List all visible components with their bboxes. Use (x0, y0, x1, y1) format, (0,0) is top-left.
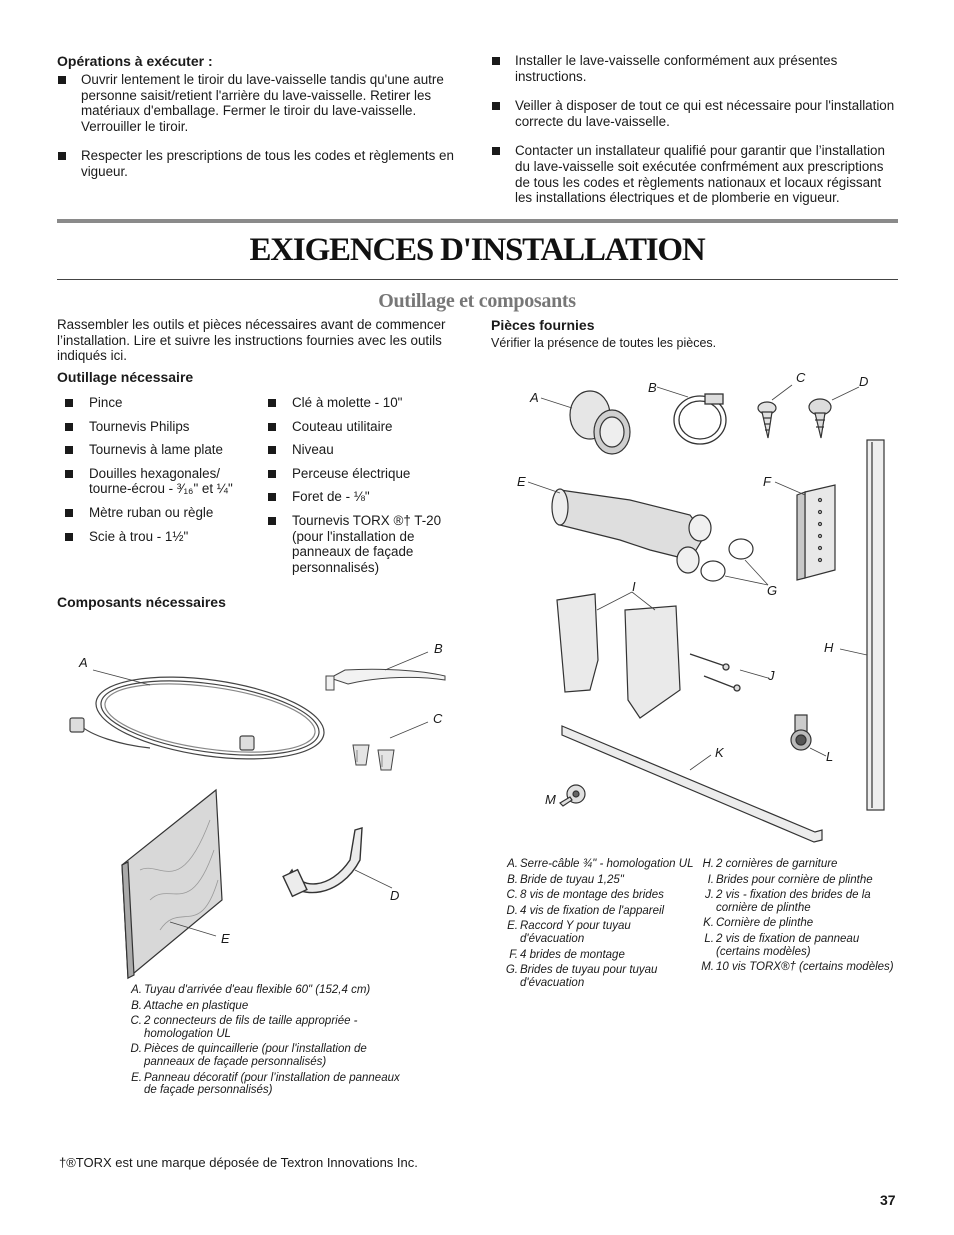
parts-captions-right (700, 858, 895, 977)
diagram-label: G (767, 583, 778, 598)
components-heading: Composants nécessaires (57, 594, 226, 610)
caption-text: 4 brides de montage (520, 948, 625, 961)
caption-text: Serre-câble ¾" - homologation UL (520, 858, 694, 870)
list-item: Scie à trou - 1½" (57, 529, 247, 545)
caption-letter: C. (130, 1015, 142, 1028)
torx-screw-illustration (560, 785, 585, 806)
caption-letter: A. (131, 984, 142, 996)
caption-letter: M. (701, 961, 714, 974)
caption-letter: C. (506, 889, 518, 902)
caption-text: 2 vis - fixation des brides de la cornière de plinthe (716, 889, 871, 914)
caption-letter: E. (131, 1071, 142, 1084)
hose-clamp-illustration (674, 394, 726, 444)
page-title: EXIGENCES D'INSTALLATION (249, 232, 705, 268)
caption-letter: I. (707, 873, 714, 886)
caption-letter: G. (505, 964, 518, 977)
caption-text: 4 vis de fixation de l'appareil (520, 904, 665, 917)
cable-clamp-illustration (570, 391, 630, 454)
caption-text: 2 connecteurs de fils de taille appropriée - homologation UL (144, 1015, 358, 1040)
footnote: †®TORX est une marque déposée de Textron Innovations Inc. (59, 1155, 418, 1170)
diagram-label: F (763, 474, 771, 489)
list-item: Ouvrir lentement le tiroir du lave-vaisselle tandis qu'une autre personne saisit/retient l'arrière du lave-vaisselle. Retirer les matériaux d'emballage. Fermer le tiroir du lave-vaisselle. Verrouiller le tiroir. (57, 72, 467, 134)
caption-text: Brides de tuyau pour tuyau d'évacuation (520, 964, 658, 989)
parts-heading: Pièces fournies (491, 317, 595, 333)
caption-item (700, 917, 895, 930)
mounting-screw-illustration (758, 402, 776, 438)
caption-item (504, 874, 694, 887)
caption-item (504, 858, 694, 871)
caption-letter: J. (705, 889, 714, 902)
caption-letter: E. (507, 920, 518, 933)
caption-letter: H. (702, 858, 714, 870)
diagram-label: L (826, 749, 834, 764)
list-item: Clé à molette - 10" (260, 395, 460, 411)
trim-strips-illustration (867, 440, 884, 810)
parts-captions-left (504, 858, 694, 992)
diagram-label: H (824, 640, 834, 655)
list-item: Contacter un installateur qualifié pour garantir que l’installation du lave-vaisselle soit exécutée confrmément aux prescriptions de tous les codes et règlements nationaux et locaux régissant les installations électriques et de plomberie en vigueur. (491, 143, 899, 205)
mounting-brackets-illustration (797, 485, 835, 580)
caption-text: Panneau décoratif (pour l’installation de panneaux de façade personnalisés) (144, 1071, 400, 1097)
operations-heading: Opérations à exécuter : (57, 53, 213, 69)
caption-letter: L. (704, 932, 714, 945)
caption-text: 2 vis de fixation de panneau (certains modèles) (716, 932, 860, 958)
diagram-label: J (768, 668, 775, 683)
parts-subtext: Vérifier la présence de toutes les pièces. (491, 336, 717, 350)
list-item: Pince (57, 395, 247, 411)
diagram-label: D (390, 888, 400, 903)
diagram-label: I (632, 579, 636, 594)
caption-text: 2 cornières de garniture (716, 858, 838, 870)
caption-letter: A. (507, 858, 518, 870)
list-item: Tournevis Philips (57, 419, 247, 435)
toe-kick-illustration (562, 726, 822, 842)
caption-text: Bride de tuyau 1,25" (520, 873, 624, 886)
caption-letter: F. (509, 948, 518, 961)
panel-screw-illustration (791, 715, 811, 750)
diagram-label: C (796, 370, 806, 385)
caption-letter: D. (506, 904, 518, 917)
caption-text: 8 vis de montage des brides (520, 889, 664, 902)
caption-item (700, 858, 895, 871)
caption-item (504, 905, 694, 918)
list-item: Mètre ruban ou règle (57, 505, 247, 521)
caption-letter: B. (131, 999, 142, 1012)
caption-item (504, 949, 694, 962)
caption-letter: B. (507, 873, 518, 886)
list-item: Douilles hexagonales/ tourne-écrou - ³⁄₁₆" et ¼" (57, 466, 247, 497)
diagram-label: B (434, 641, 443, 656)
list-item: Tournevis TORX ®† T-20 (pour l'installation de panneaux de façade personnalisés) (260, 513, 460, 575)
diagram-label: K (715, 745, 724, 760)
caption-item (504, 964, 694, 989)
section-subtitle: Outillage et composants (378, 290, 576, 312)
caption-letter: K. (703, 917, 714, 930)
caption-item (504, 889, 694, 902)
caption-text: 10 vis TORX®† (certains modèles) (716, 961, 894, 974)
page-number: 37 (880, 1192, 896, 1208)
diagram-label: E (221, 931, 230, 946)
appliance-screw-illustration (809, 399, 831, 438)
caption-letter: D. (130, 1043, 142, 1056)
caption-text: Brides pour cornière de plinthe (716, 873, 873, 886)
caption-item (700, 889, 895, 914)
list-item: Niveau (260, 442, 460, 458)
list-item: Couteau utilitaire (260, 419, 460, 435)
diagram-label: M (545, 792, 556, 807)
y-fitting-illustration (552, 489, 711, 573)
caption-text: Raccord Y pour tuyau d'évacuation (520, 920, 631, 945)
list-item: Veiller à disposer de tout ce qui est nécessaire pour l'installation correcte du lave-vaisselle. (491, 98, 899, 129)
caption-item (700, 933, 895, 958)
caption-item (700, 874, 895, 887)
diagram-label: A (530, 390, 539, 405)
caption-text: Pièces de quincaillerie (pour l'installation de panneaux de façade personnalisés) (144, 1043, 367, 1068)
tools-heading: Outillage nécessaire (57, 369, 194, 385)
diagram-label: E (517, 474, 526, 489)
caption-text: Tuyau d'arrivée d'eau flexible 60" (152,4 cm) (144, 984, 371, 996)
caption-text: Attache en plastique (144, 999, 249, 1012)
list-item: Respecter les prescriptions de tous les codes et règlements en vigueur. (57, 148, 467, 179)
list-item: Foret de - ⅛" (260, 489, 460, 505)
bracket-screws-illustration (690, 654, 740, 691)
diagram-label: C (433, 711, 443, 726)
list-item: Tournevis à lame plate (57, 442, 247, 458)
intro-paragraph: Rassembler les outils et pièces nécessaires avant de commencer l’installation. Lire et suivre les instructions fournies avec les outils indiqués ici. (57, 317, 446, 364)
caption-item (700, 961, 895, 974)
diagram-label: A (79, 655, 88, 670)
caption-text: Cornière de plinthe (716, 917, 814, 930)
diagram-label: D (859, 374, 869, 389)
toe-kick-brackets-illustration (557, 594, 680, 718)
list-item: Installer le lave-vaisselle conformément aux présentes instructions. (491, 53, 899, 84)
caption-item (504, 920, 694, 945)
diagram-label: B (648, 380, 657, 395)
list-item: Perceuse électrique (260, 466, 460, 482)
